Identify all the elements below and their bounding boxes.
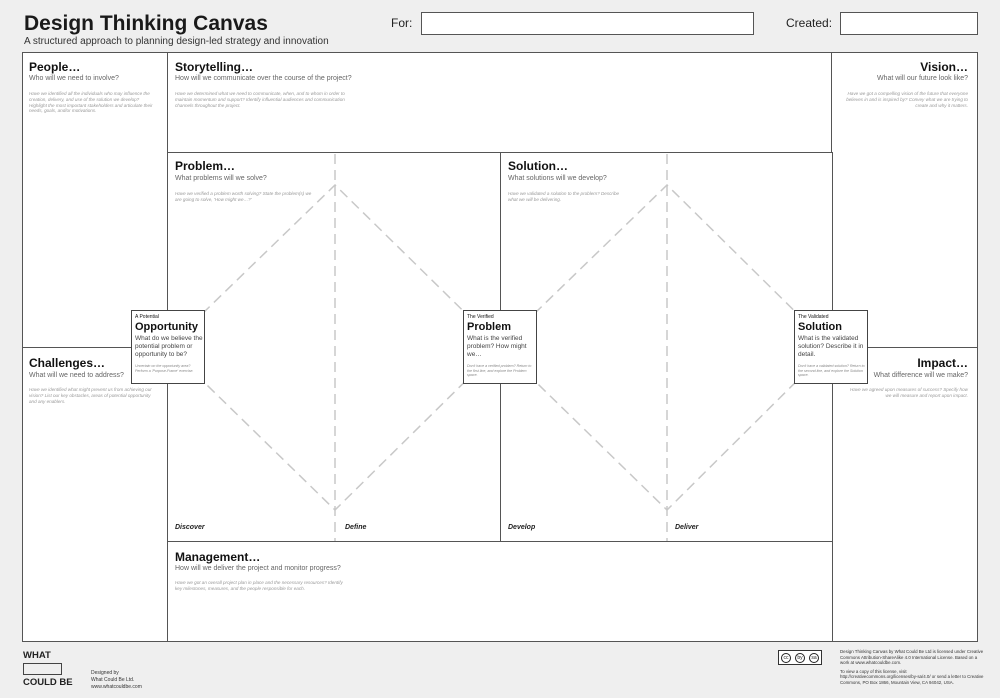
opportunity-card[interactable] <box>131 310 205 384</box>
page-subtitle: A structured approach to planning design-led strategy and innovation <box>24 36 329 47</box>
problem-card-question: What is the verified problem? How might we… <box>467 335 527 358</box>
people-hint: Have we identified all the individuals who may influence the creation, delivery, and use of the solution we develop? Highlight the most important stakeholders and articulate their needs, goals, and/or motivations. <box>29 91 153 114</box>
logo-bottom-text: COULD BE <box>23 677 73 688</box>
logo-top-text: WHAT <box>23 650 51 661</box>
vision-question: What will our future look like? <box>876 75 968 82</box>
logo-box <box>23 663 62 675</box>
problem-heading: Problem… <box>175 159 236 173</box>
solution-hint: Have we validated a solution to the problem? Describe what we will be delivering. <box>508 191 620 202</box>
solution-card-question: What is the validated solution? Describe it in detail. <box>798 335 864 358</box>
problem-question: What problems will we solve? <box>175 175 267 182</box>
problem-card-hint: Don't have a verified problem? Return to the first line, and explore the Problem space. <box>467 364 532 378</box>
opportunity-card-hint: Uncertain on the opportunity area? Perform a 'Purpose-Frame' exercise. <box>135 364 194 373</box>
designer-credit <box>91 670 142 691</box>
phase-deliver: Deliver <box>675 524 699 531</box>
challenges-hint: Have we identified what might prevent us from achieving our vision? List our key obstacles, areas of potential opportunity and any enablers. <box>29 387 152 404</box>
phase-discover: Discover <box>175 524 205 531</box>
management-question: How will we deliver the project and monitor progress? <box>175 565 341 572</box>
opportunity-card-title: Opportunity <box>135 321 198 333</box>
cc-icon: cc <box>781 653 791 663</box>
opportunity-card-pre: A Potential <box>135 314 159 320</box>
designer-website[interactable]: www.whatcouldbe.com <box>91 684 142 690</box>
storytelling-question: How will we communicate over the course of the project? <box>175 75 352 82</box>
solution-card[interactable] <box>794 310 868 384</box>
impact-heading: Impact… <box>917 356 968 370</box>
solution-card-hint: Don't have a validated solution? Return to the second line, and explore the Solution space. <box>798 364 865 378</box>
for-label: For: <box>391 16 413 30</box>
by-icon: by <box>795 653 805 663</box>
solution-heading: Solution… <box>508 159 568 173</box>
license-text <box>840 649 985 686</box>
vision-hint: Have we got a compelling vision of the future that everyone believes in and is inspired by? Convey what we are trying to create and why it matters. <box>846 91 968 108</box>
creative-commons-badge[interactable] <box>778 650 822 665</box>
vision-heading: Vision… <box>920 60 968 74</box>
problem-hint: Have we verified a problem worth solving? State the problem(s) we are going to solve, 'How might we…?' <box>175 191 312 202</box>
solution-card-pre: The Validated <box>798 314 829 320</box>
storytelling-hint: Have we determined what we need to communicate, when, and to whom in order to maintain momentum and support? Identify influential audiences and communication channels throughout the project. <box>175 91 345 108</box>
challenges-question: What will we need to address? <box>29 372 124 379</box>
problem-card[interactable] <box>463 310 537 384</box>
management-heading: Management… <box>175 550 261 564</box>
challenges-heading: Challenges… <box>29 356 106 370</box>
solution-question: What solutions will we develop? <box>508 175 607 182</box>
people-question: Who will we need to involve? <box>29 75 119 82</box>
impact-question: What difference will we make? <box>873 372 968 379</box>
storytelling-heading: Storytelling… <box>175 60 254 74</box>
impact-hint: Have we agreed upon measures of success? Specify how we will measure and report upon impact. <box>850 387 968 398</box>
problem-card-title: Problem <box>467 321 512 333</box>
phase-develop: Develop <box>508 524 536 531</box>
people-heading: People… <box>29 60 81 74</box>
license-paragraph-1: Design Thinking Canvas by What Could Be Ltd is licensed under Creative Commons Attribution-ShareAlike 4.0 International License. Based on a work at www.whatcouldbe.com. <box>840 649 984 666</box>
designer-name: What Could Be Ltd. <box>91 677 135 683</box>
opportunity-card-question: What do we believe the potential problem or opportunity to be? <box>135 335 203 358</box>
page-title: Design Thinking Canvas <box>24 12 268 35</box>
phase-define: Define <box>345 524 367 531</box>
management-hint: Have we got an overall project plan in place and the necessary resources? Identify key milestones, measures, and the people responsible for each. <box>175 580 343 591</box>
problem-card-pre: The Verified <box>467 314 494 320</box>
license-paragraph-2: To view a copy of this license, visit http://creativecommons.org/licenses/by-sa/4.0/ or send a letter to Creative Commons, PO Box 1866, Mountain View, CA 94042, USA. <box>840 668 984 685</box>
solution-card-title: Solution <box>798 321 842 333</box>
created-label: Created: <box>786 16 833 30</box>
sa-icon: sa <box>809 653 819 663</box>
designed-by-label: Designed by <box>91 670 119 676</box>
